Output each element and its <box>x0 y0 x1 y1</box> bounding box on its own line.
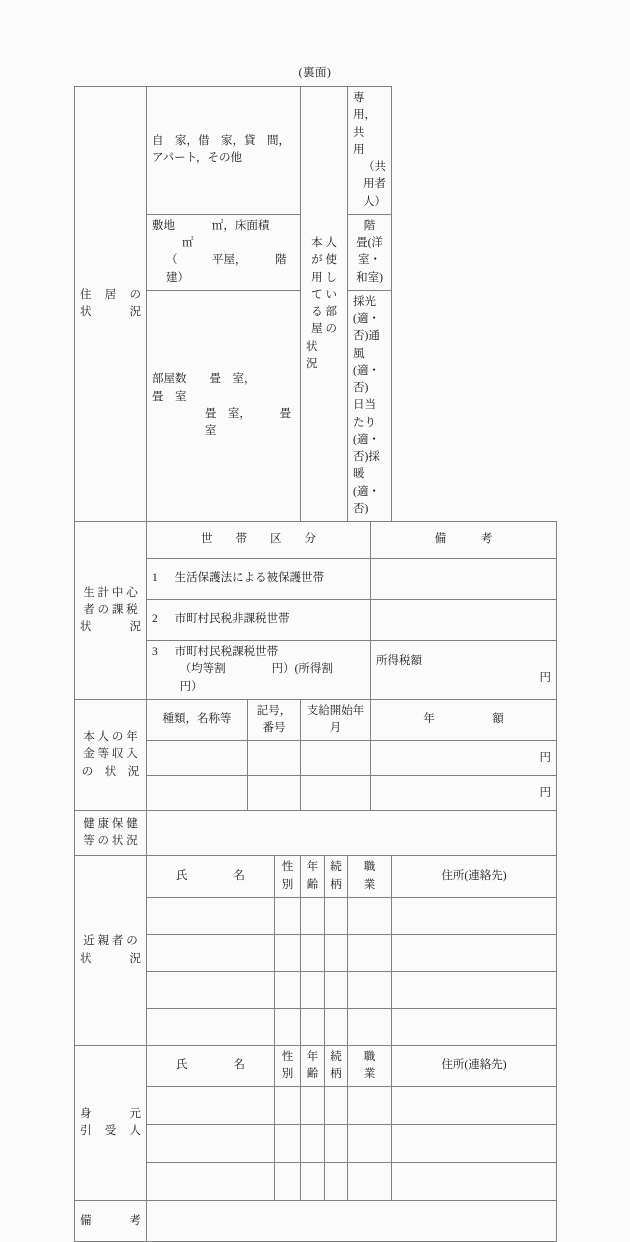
table-row <box>75 971 557 1008</box>
own-room-label-line2: 用 し て い <box>311 271 337 301</box>
own-room-section-label <box>301 87 353 522</box>
room-condition-line2: 日当たり(適・否)採暖(適・ <box>353 399 380 498</box>
sheet-side-label: (裏面) <box>298 67 332 79</box>
room-use-cell[interactable] <box>348 87 410 215</box>
tax-row-1 <box>75 559 557 600</box>
tax-option-2-no: 2 <box>152 613 158 626</box>
residence-type-cell[interactable] <box>147 87 301 215</box>
relatives-address-4[interactable] <box>392 1008 557 1045</box>
pension-start-2[interactable] <box>301 776 371 811</box>
table-row <box>75 1163 557 1201</box>
tax-option-1-text: 生活保護法による被保護世帯 <box>174 572 325 585</box>
guarantor-sex-3[interactable] <box>275 1163 301 1201</box>
health-label-line1: 健 康 保 健 <box>83 818 138 830</box>
remarks-row <box>75 1201 557 1242</box>
tax-header-row <box>75 522 557 559</box>
relatives-sex-4[interactable] <box>275 1008 301 1045</box>
relatives-address-2[interactable] <box>392 934 557 971</box>
own-room-label-line4: 状 況 <box>306 340 353 370</box>
guarantor-name-2[interactable] <box>147 1125 275 1163</box>
relatives-occupation-4[interactable] <box>348 1008 392 1045</box>
room-use-line1: 専 用， 共 用 <box>353 92 405 156</box>
guarantor-sex-2[interactable] <box>275 1125 301 1163</box>
relatives-occupation-2[interactable] <box>348 934 392 971</box>
residence-area-unit: ㎡ <box>182 237 194 249</box>
residence-rooms-line2: 畳 室， 畳 室 <box>204 407 303 438</box>
tax-col-header-remarks: 備 考 <box>371 522 557 559</box>
guarantor-col-age: 年齢 <box>301 1045 325 1087</box>
relatives-col-sex: 性別 <box>275 856 301 898</box>
guarantor-occupation-1[interactable] <box>348 1087 392 1125</box>
table-row <box>75 934 557 971</box>
guarantor-age-1[interactable] <box>301 1087 325 1125</box>
pension-label-line2: 金 等 収 入 <box>83 748 138 761</box>
tax-option-3[interactable] <box>147 641 379 700</box>
relatives-header-row <box>75 856 557 898</box>
guarantor-label-line2: 引 受 人 <box>80 1125 141 1137</box>
tax-option-3-sub: （均等割 円）(所得割 円） <box>179 663 379 693</box>
tax-option-1[interactable] <box>147 559 371 600</box>
guarantor-col-occupation: 職 業 <box>348 1045 392 1087</box>
relatives-section-label <box>75 856 147 1046</box>
pension-start-1[interactable] <box>301 741 371 776</box>
relatives-sex-2[interactable] <box>275 934 301 971</box>
guarantor-col-sex: 性別 <box>275 1045 301 1087</box>
residence-type-line2: アパート，その他 <box>152 152 243 165</box>
guarantor-col-address: 住所(連絡先) <box>392 1045 557 1087</box>
guarantor-address-3[interactable] <box>392 1163 557 1201</box>
guarantor-col-relation: 続柄 <box>325 1045 348 1087</box>
tax-remark-3[interactable] <box>371 641 557 700</box>
pension-col-kind: 種類，名称等 <box>147 699 248 741</box>
room-use-line2: （共用者 人） <box>363 161 410 208</box>
income-tax-amount-label: 所得税額 <box>376 654 423 667</box>
relatives-occupation-3[interactable] <box>348 971 392 1008</box>
relatives-col-address: 住所(連絡先) <box>392 856 557 898</box>
relatives-relation-2[interactable] <box>325 934 348 971</box>
pension-kind-1[interactable] <box>147 741 248 776</box>
pension-label-line1: 本 人 の 年 <box>83 731 138 744</box>
residence-area-line1 <box>152 218 295 253</box>
tax-label-line3: 状 況 <box>80 621 141 633</box>
relatives-label-line2: 状 況 <box>80 952 141 965</box>
tax-remark-2[interactable] <box>371 600 557 641</box>
relatives-age-4[interactable] <box>301 1008 325 1045</box>
room-condition-line1: 採光(適・否)通風(適・否) <box>353 295 380 394</box>
tax-option-1-no: 1 <box>152 572 158 585</box>
guarantor-relation-2[interactable] <box>325 1125 348 1163</box>
guarantor-section-label <box>75 1045 147 1201</box>
relatives-name-4[interactable] <box>147 1008 275 1045</box>
own-room-label-line3: る 部 屋 の <box>311 306 337 336</box>
residence-rooms-line1: 部屋数 畳 室， 畳 室 <box>152 373 285 403</box>
guarantor-occupation-3[interactable] <box>348 1163 392 1201</box>
relatives-name-2[interactable] <box>147 934 275 971</box>
tax-option-3-no: 3 <box>152 646 158 658</box>
room-condition-cell[interactable] <box>348 290 392 521</box>
tax-col-header-household: 世 帯 区 分 <box>147 522 371 559</box>
pension-number-1[interactable] <box>248 741 301 776</box>
pension-amount-1-unit: 円 <box>539 751 552 764</box>
relatives-label-line1: 近 親 者 の <box>83 935 138 948</box>
room-floor-tatami-cell[interactable] <box>348 214 410 290</box>
guarantor-name-1[interactable] <box>147 1087 275 1125</box>
pension-number-2[interactable] <box>248 776 301 811</box>
relatives-col-age: 年齢 <box>301 856 325 898</box>
relatives-age-2[interactable] <box>301 934 325 971</box>
residence-type-line1: 自 家，借 家，貸 間， <box>152 135 290 148</box>
room-floor-tatami-text: 階 畳(洋室・和室) <box>356 219 410 284</box>
tax-option-3-text: 市町村民税課税世帯 <box>174 646 279 658</box>
relatives-col-relation: 続柄 <box>325 856 348 898</box>
residence-row-type <box>75 87 557 215</box>
health-label-line2: 等 の 状 況 <box>83 835 138 848</box>
table-row <box>75 1008 557 1045</box>
guarantor-label-line1: 身 元 <box>80 1107 141 1120</box>
pension-col-number: 記号，番号 <box>248 699 301 741</box>
pension-row-2 <box>75 776 557 811</box>
pension-row-1 <box>75 741 557 776</box>
health-section-label <box>75 811 147 856</box>
own-room-label-line1: 本 人 が 使 <box>311 237 337 267</box>
tax-remark-1[interactable] <box>371 559 557 600</box>
tax-label-line1: 生 計 中 心 <box>83 586 138 599</box>
guarantor-col-name: 氏 名 <box>147 1045 275 1087</box>
tax-option-2-text: 市町村民税非課税世帯 <box>174 613 290 626</box>
remarks-label: 備 考 <box>75 1201 147 1242</box>
income-tax-amount-unit: 円 <box>539 671 552 684</box>
relatives-col-occupation: 職 業 <box>348 856 392 898</box>
pension-col-amount: 年 額 <box>371 699 557 741</box>
relatives-sex-3[interactable] <box>275 971 301 1008</box>
relatives-name-3[interactable] <box>147 971 275 1008</box>
guarantor-relation-3[interactable] <box>325 1163 348 1201</box>
pension-kind-2[interactable] <box>147 776 248 811</box>
pension-label-line3: の 状 況 <box>81 765 140 778</box>
guarantor-header-row <box>75 1045 557 1087</box>
remarks-value-cell[interactable] <box>147 1201 557 1242</box>
tax-option-3-main <box>152 644 365 661</box>
residence-section-label <box>75 87 147 522</box>
relatives-age-3[interactable] <box>301 971 325 1008</box>
guarantor-age-2[interactable] <box>301 1125 325 1163</box>
tax-section-label <box>75 522 147 700</box>
table-row <box>75 1087 557 1125</box>
guarantor-relation-1[interactable] <box>325 1087 348 1125</box>
tax-row-3 <box>75 641 557 700</box>
pension-amount-1[interactable] <box>371 741 557 776</box>
residence-area-floor-label: ㎡，床面積 <box>211 219 270 232</box>
residence-label-line1: 住 居 の <box>80 288 141 301</box>
guarantor-address-1[interactable] <box>392 1087 557 1125</box>
health-row <box>75 811 557 856</box>
pension-amount-2[interactable] <box>371 776 557 811</box>
tax-row-2 <box>75 600 557 641</box>
relatives-relation-3[interactable] <box>325 971 348 1008</box>
guarantor-age-3[interactable] <box>301 1163 325 1201</box>
room-condition-line3: 否) <box>353 502 369 515</box>
residence-area-land-label: 敷地 <box>152 219 175 232</box>
pension-section-label <box>75 699 147 811</box>
residence-area-line2: （ 平屋， 階建） <box>166 254 287 284</box>
residence-rooms-cell[interactable] <box>147 290 301 521</box>
guarantor-occupation-2[interactable] <box>348 1125 392 1163</box>
guarantor-sex-1[interactable] <box>275 1087 301 1125</box>
residence-label-line2: 状 況 <box>80 306 141 318</box>
pension-header-row <box>75 699 557 741</box>
table-row <box>75 1125 557 1163</box>
pension-col-start: 支給開始年月 <box>301 699 371 741</box>
health-value-cell[interactable] <box>147 811 557 856</box>
relatives-col-name: 氏 名 <box>147 856 275 898</box>
relatives-address-3[interactable] <box>392 971 557 1008</box>
guarantor-name-3[interactable] <box>147 1163 275 1201</box>
relatives-relation-4[interactable] <box>325 1008 348 1045</box>
tax-option-2[interactable] <box>147 600 371 641</box>
pension-amount-2-unit: 円 <box>539 786 552 799</box>
guarantor-address-2[interactable] <box>392 1125 557 1163</box>
tax-label-line2: 者 の 課 税 <box>83 603 138 616</box>
residence-and-status-form <box>74 86 557 1242</box>
residence-area-cell[interactable] <box>147 214 301 290</box>
